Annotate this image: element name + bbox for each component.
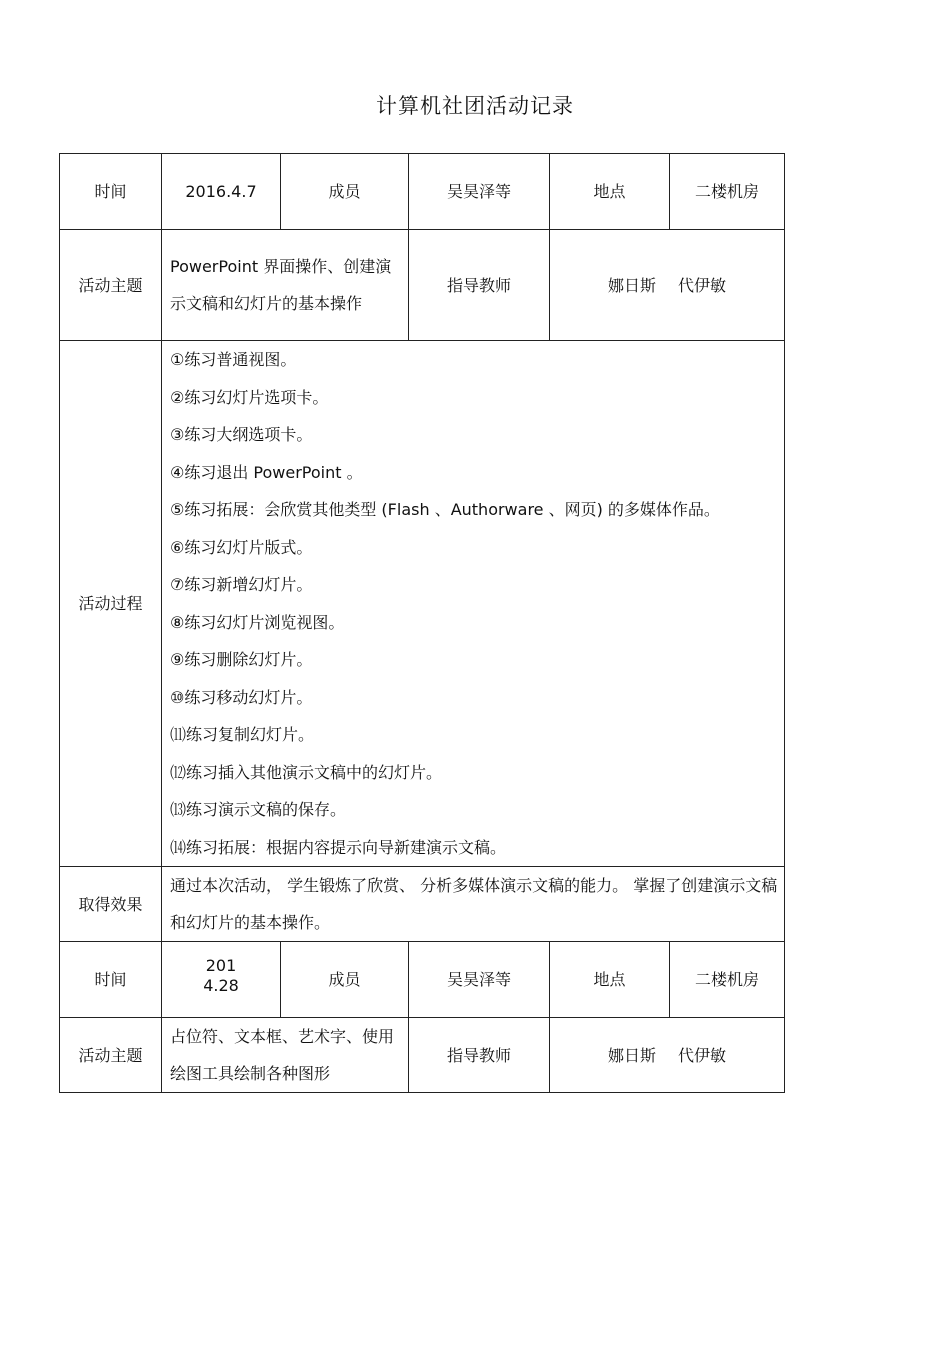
record2-teachers [550, 1018, 785, 1093]
teacher-name: 代伊敏 [678, 275, 727, 295]
process-step: ⑧练习幻灯片浏览视图。 [170, 612, 345, 632]
record1-header-row [60, 154, 785, 230]
process-step: ⒁练习拓展：根据内容提示向导新建演示文稿。 [170, 837, 507, 857]
record2-members: 吴昊泽等 [409, 942, 550, 1018]
record2-time-line1: 201 [205, 955, 237, 975]
record1-time: 2016.4.7 [162, 154, 281, 230]
label-topic: 活动主题 [60, 1018, 162, 1093]
label-location: 地点 [550, 154, 670, 230]
record1-effect: 通过本次活动， 学生锻炼了欣赏、 分析多媒体演示文稿的能力。 掌握了创建演示文稿和幻灯片的基本操作。 [162, 867, 785, 942]
record2-location: 二楼机房 [670, 942, 785, 1018]
process-step: ②练习幻灯片选项卡。 [170, 387, 329, 407]
process-step: ①练习普通视图。 [170, 350, 297, 369]
label-process: 活动过程 [60, 341, 162, 867]
record1-teachers [550, 230, 785, 341]
activity-record-table [59, 153, 785, 1093]
label-teacher: 指导教师 [409, 1018, 550, 1093]
label-members: 成员 [281, 942, 409, 1018]
process-step: ⑩练习移动幻灯片。 [170, 687, 313, 707]
record1-process [162, 341, 785, 867]
teacher-name: 代伊敏 [678, 1045, 727, 1065]
label-time: 时间 [60, 154, 162, 230]
process-step: ⒀练习演示文稿的保存。 [170, 800, 347, 819]
record2-header-row [60, 942, 785, 1018]
process-step: ⑨练习删除幻灯片。 [170, 650, 313, 669]
process-step: ⑿练习插入其他演示文稿中的幻灯片。 [170, 762, 443, 782]
label-teacher: 指导教师 [409, 230, 550, 341]
teacher-name: 娜日斯 [607, 275, 656, 295]
process-step: ⑦练习新增幻灯片。 [170, 575, 313, 594]
label-location: 地点 [550, 942, 670, 1018]
page-title: 计算机社团活动记录 [376, 94, 574, 118]
label-time: 时间 [60, 942, 162, 1018]
process-step: ⑾练习复制幻灯片。 [170, 725, 315, 744]
process-steps-list [170, 341, 778, 866]
record1-location: 二楼机房 [670, 154, 785, 230]
process-step: ⑥练习幻灯片版式。 [170, 537, 313, 557]
process-step: ③练习大纲选项卡。 [170, 425, 313, 444]
label-effect: 取得效果 [60, 867, 162, 942]
record2-topic-row [60, 1018, 785, 1093]
label-topic: 活动主题 [60, 230, 162, 341]
label-members: 成员 [281, 154, 409, 230]
record2-time-line2: 4.28 [203, 975, 239, 995]
record2-time [162, 942, 281, 1018]
record1-topic: PowerPoint 界面操作、创建演示文稿和幻灯片的基本操作 [162, 230, 409, 341]
record1-process-row [60, 341, 785, 867]
process-step: ④练习退出 PowerPoint 。 [170, 462, 363, 482]
teacher-name: 娜日斯 [607, 1045, 656, 1065]
process-step: ⑤练习拓展：会欣赏其他类型 (Flash 、Authorware 、网页) 的多媒体作品。 [170, 500, 720, 519]
record1-topic-row [60, 230, 785, 341]
record1-effect-row [60, 867, 785, 942]
record2-topic: 占位符、文本框、艺术字、使用绘图工具绘制各种图形 [162, 1018, 409, 1093]
record1-members: 吴昊泽等 [409, 154, 550, 230]
